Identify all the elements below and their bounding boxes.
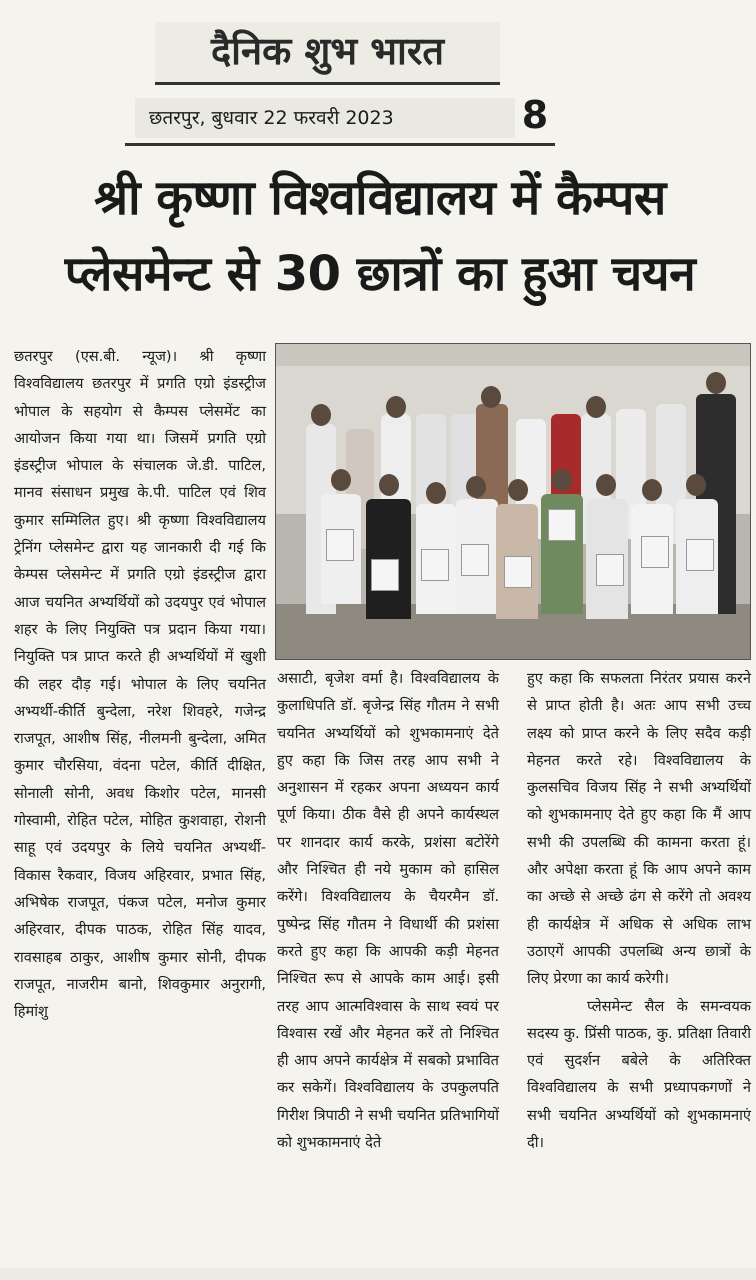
- article-column-1: [14, 343, 266, 1025]
- certificate: [596, 554, 624, 586]
- certificate: [326, 529, 354, 561]
- headline: [20, 160, 740, 312]
- headline-line-2: प्लेसमेन्ट से 30 छात्रों का हुआ चयन: [64, 246, 696, 302]
- headline-line-1: श्री कृष्णा विश्वविद्यालय में कैम्पस: [94, 170, 666, 226]
- person-head: [508, 479, 528, 501]
- page-number: 8: [521, 93, 549, 137]
- person-head: [386, 396, 406, 418]
- masthead-rule: [155, 82, 500, 85]
- person-head: [466, 476, 486, 498]
- certificate: [686, 539, 714, 571]
- person-head: [686, 474, 706, 496]
- dateline: छतरपुर, बुधवार 22 फरवरी 2023: [135, 98, 515, 138]
- person-head: [311, 404, 331, 426]
- person-head: [552, 469, 572, 491]
- certificate: [504, 556, 532, 588]
- certificate: [548, 509, 576, 541]
- certificate: [461, 544, 489, 576]
- article-text: असाटी, बृजेश वर्मा है। विश्वविद्यालय के कुलाधिपति डॉ. बृजेन्द्र सिंह गौतम ने सभी चयनित अभ्यर्थियों को शुभकामनाएं देते हुए कहा कि जिस तरह आप सभी ने अनुशासन में रहकर अपना अध्ययन कार्य पूर्ण किया। ठीक वैसे ही अपने कार्यस्थल पर शानदार कार्य करके, प्रशंसा बटोरेंगे और निश्चित ही नये मुकाम को हासिल करेंगे। विश्वविद्यालय के चैयरमैन डॉ. पुष्पेन्द्र सिंह गौतम ने विधार्थी की प्रशंसा करते हुए कहा कि आपकी कड़ी मेहनत निश्चित रूप से आपके काम आई। इसी तरह आप आत्मविश्वास के साथ स्वयं पर विश्वास रखें और मेहनत करें तो निश्चित ही आप अपने कार्यक्षेत्र में सबको प्रभावित कर सकेगें। विश्वविद्यालय के उपकुलपति गिरीश त्रिपाठी ने सभी चयनित प्रतिभागियों को शुभकामनाएं देते: [277, 670, 499, 1152]
- photo-decoration: [276, 344, 750, 366]
- person-head: [481, 386, 501, 408]
- person-head: [426, 482, 446, 504]
- person-head: [586, 396, 606, 418]
- certificate: [421, 549, 449, 581]
- page-bottom-strip: [0, 1268, 756, 1280]
- article-text: प्लेसमेन्ट सैल के समन्वयक सदस्य कु. प्रिंसी पाठक, कु. प्रतिक्षा तिवारी एवं सुदर्शन बबेले के अतिरिक्त विश्वविद्यालय के सभी प्रध्यापकगणों ने सभी चयनित अभ्यर्थियों को शुभकामनाएं दी।: [527, 997, 751, 1152]
- certificate: [641, 536, 669, 568]
- person-head: [642, 479, 662, 501]
- certificate: [371, 559, 399, 591]
- dateline-rule: [125, 143, 555, 146]
- article-column-2: [277, 665, 499, 1156]
- person-head: [331, 469, 351, 491]
- person-head: [706, 372, 726, 394]
- article-text: हुए कहा कि सफलता निरंतर प्रयास करने से प्राप्त होती है। अतः आप सभी उच्च लक्ष्य को प्राप्त करने के लिए सदैव कड़ी मेहनत करते रहे। विश्वविद्यालय के कुलसचिव विजय सिंह ने सभी अभ्यर्थियों को शुभकामनाए देते हुए कहा कि मैं आप सभी की उपलब्धि की कामना करता हूं। और अपेक्षा करता हूं कि आप अपने काम का अच्छे से अच्छे ढंग से करेंगे तो अवश्य ही कार्यक्षेत्र में अधिक से अधिक लाभ उठाएगें आपकी उपलब्धि अन्य छात्रों के लिए प्रेरणा का कार्य करेगी।: [527, 670, 751, 988]
- group-photo: [275, 343, 751, 660]
- article-column-3: [527, 665, 751, 1156]
- person-head: [379, 474, 399, 496]
- article-text: छतरपुर (एस.बी. न्यूज)। श्री कृष्णा विश्वविद्यालय छतरपुर में प्रगति एग्रो इंडस्ट्रीज भोपाल के सहयोग से कैम्पस प्लेसमेंट का आयोजन किया गया था। जिसमें प्रगति एग्रो इंडस्ट्रीज भोपाल के संचालक जे.डी. पाटिल, मानव संसाधन प्रमुख के.पी. पाटिल एवं शिव कुमार सम्मिलित हुए। श्री कृष्णा विश्वविद्यालय ट्रेनिंग प्लेसमेन्ट द्वारा यह जानकारी दी गई कि केम्पस प्लेसमेन्ट में प्रगति एग्रो इंडस्ट्रीज द्वारा आज चयनित अभ्यर्थियों को उदयपुर एवं भोपाल शहर के लिए नियुक्ति पत्र प्रदान किया गया। नियुक्ति पत्र प्राप्त करते ही अभ्यर्थियों में खुशी की लहर दौड़ गई। भोपाल के लिए चयनित अभ्यर्थी-कीर्ति बुन्देला, नरेश शिवहरे, गजेन्द्र राजपूत, आशीष सिंह, नीलमनी बुन्देला, अमित कुमार चौरसिया, वंदना पटेल, कीर्ति दीक्षित, सोनाली सोनी, अवध किशोर पटेल, मानसी गोस्वामी, रोहित पटेल, मोहित कुशवाहा, रोशनी साहू एवं उदयपुर के लिये चयनित अभ्यर्थी-विकास रैकवार, विजय अहिरवार, प्रभात सिंह, अभिषेक राजपूत, पंकज पटेल, मनोज कुमार अहिरवार, दीपक पाठक, रोहित सिंह यादव, रावसाहब ठाकुर, आशीष कुमार सोनी, दीपक राजपूत, नाजरीम बानो, शिवकुमार अनुरागी, हिमांशु: [14, 348, 266, 1021]
- newspaper-masthead: दैनिक शुभ भारत: [155, 22, 500, 84]
- person-head: [596, 474, 616, 496]
